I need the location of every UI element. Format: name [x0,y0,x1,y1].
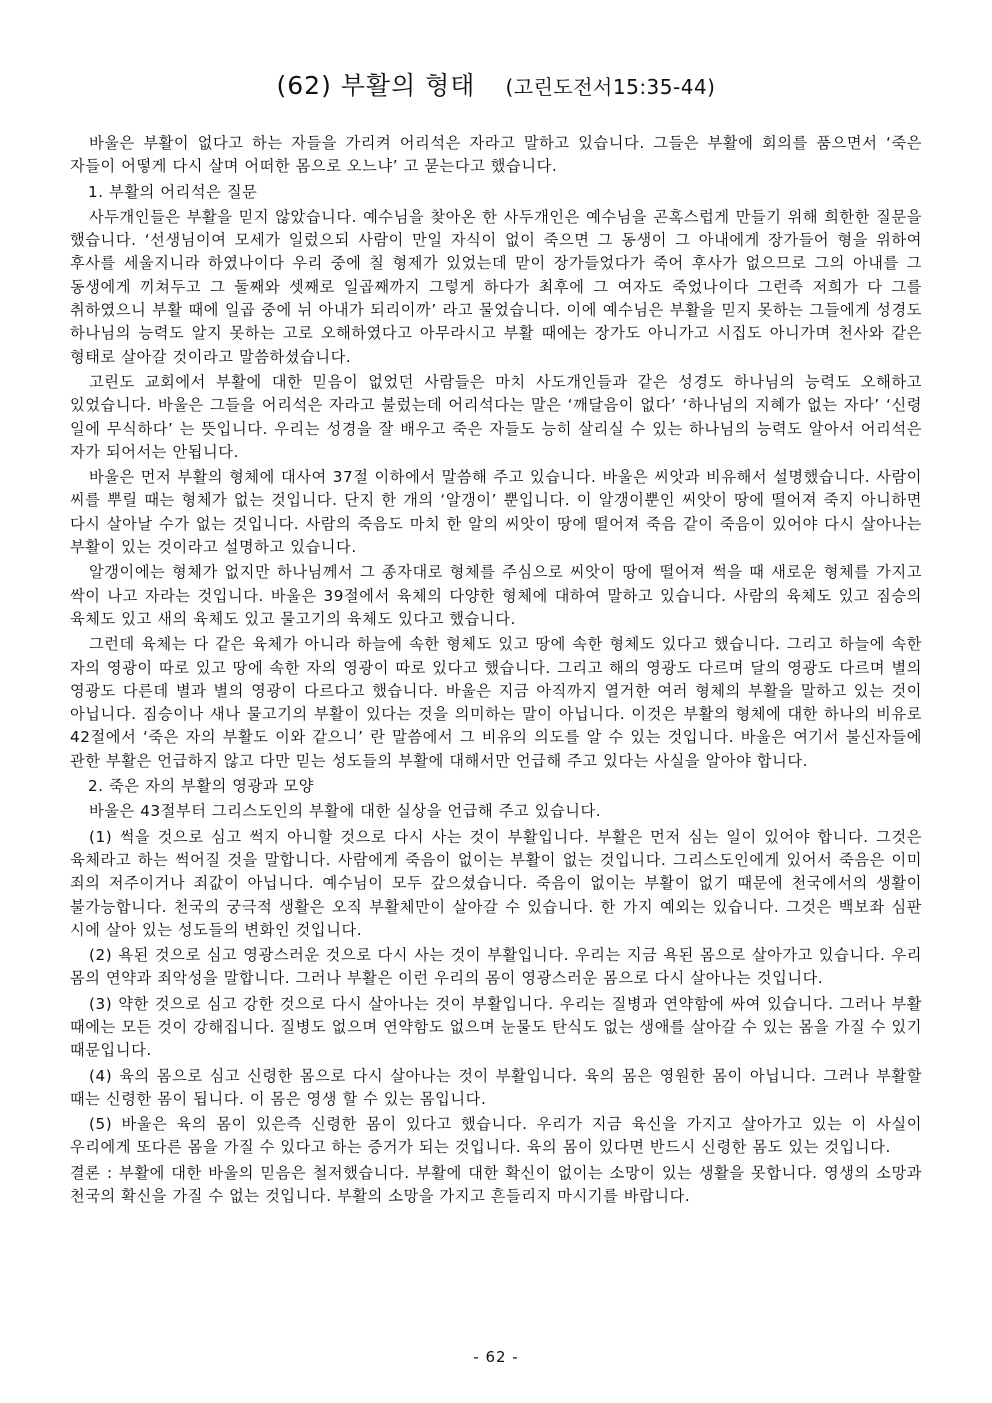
paragraph-body-forms: 알갱이에는 형체가 없지만 하나님께서 그 종자대로 형체를 주심으로 씨앗이 땅에 떨어져 썩을 때 새로운 형체를 가지고 싹이 나고 자라는 것입니다. 바울은 39절에서 육체의 다양한 형체에 대하여 말하고 있습니다. 사람의 육체도 있고 짐승의 육체도 있고 새의 육체도 있고 물고기의 육체도 있다고 했습니다. [70,563,922,628]
paragraph-corinth: 고린도 교회에서 부활에 대한 믿음이 없었던 사람들은 마치 사도개인들과 같은 성경도 하나님의 능력도 오해하고 있었습니다. 바울은 그들을 어리석은 자라고 불렀는데 어리석다는 말은 ‘깨달음이 없다’ ‘하나님의 지혜가 없는 자다’ ‘신령 일에 무식하다’ 는 뜻입니다. 우리는 성경을 잘 배우고 죽은 자들도 능히 살리실 수 있는 하나님의 능력도 알아서 어리석은 자가 되어서는 안됩니다. [70,372,922,461]
paragraph-verse-43: 바울은 43절부터 그리스도인의 부활에 대한 실상을 언급해 주고 있습니다. [89,802,602,821]
section-heading-1: 1. 부활의 어리석은 질문 [88,182,258,201]
list-item-4: (4) 육의 몸으로 심고 신령한 몸으로 다시 살아나는 것이 부활입니다. 육의 몸은 영원한 몸이 아닙니다. 그러나 부활할 때는 신령한 몸이 됩니다. 이 몸은 영생 할 수 있는 몸입니다. [70,1066,922,1108]
page-title [0,66,992,109]
document-body [70,132,922,1210]
list-item-1: (1) 썩을 것으로 심고 썩지 아니할 것으로 다시 사는 것이 부활입니다. 부활은 먼저 심는 일이 있어야 합니다. 그것은 육체라고 하는 썩어질 것을 말합니다. 사람에게 죽음이 없이는 부활이 없는 것입니다. 그리스도인에게 있어서 죽음은 이미 죄의 저주이거나 죄값이 아닙니다. 예수님이 모두 갚으셨습니다. 죽음이 없이는 부활이 없기 때문에 천국에서의 생활이 불가능합니다. 천국의 궁극적 생활은 오직 부활체만이 살아갈 수 있습니다. 한 가지 예외는 있습니다. 그것은 백보좌 심판 시에 살아 있는 성도들의 변화인 것입니다. [70,827,922,939]
paragraph-seed: 바울은 먼저 부활의 형체에 대사여 37절 이하에서 말씀해 주고 있습니다. 바울은 씨앗과 비유해서 설명했습니다. 사람이 씨를 뿌릴 때는 형체가 없는 것입니다. 단지 한 개의 ‘알갱이’ 뿐입니다. 이 알갱이뿐인 씨앗이 땅에 떨어져 죽지 아니하면 다시 살아날 수가 없는 것입니다. 사람의 죽음도 마치 한 알의 씨앗이 땅에 떨어져 죽음 같이 죽음이 있어야 다시 살아나는 부활이 있는 것이라고 설명하고 있습니다. [70,468,922,557]
paragraph-sadducees: 사두개인들은 부활을 믿지 않았습니다. 예수님을 찾아온 한 사두개인은 예수님을 곤혹스럽게 만들기 위해 희한한 질문을 했습니다. ‘선생님이여 모세가 일렀으되 사람이 만일 자식이 없이 죽으면 그 동생이 그 아내에게 장가들어 형을 위하여 후사를 세울지니라 하였나이다 우리 중에 칠 형제가 있었는데 맏이 장가들었다가 죽어 후사가 없으므로 그의 아내를 그 동생에게 끼쳐두고 그 둘째와 셋째로 일곱째까지 그렇게 하다가 최후에 그 여자도 죽었나이다 그런즉 저희가 다 그를 취하였으니 부활 때에 일곱 중에 뉘 아내가 되리이까’ 라고 물었습니다. 이에 예수님은 부활을 믿지 못하는 그들에게 성경도 하나님의 능력도 알지 못하는 고로 오해하였다고 아무라시고 부활 때에는 장가도 아니가고 시집도 아니가며 천사와 같은 형태로 살아갈 것이라고 말씀하셨습니다. [70,207,922,366]
page-number: - 62 - [473,1348,519,1366]
list-item-2: (2) 욕된 것으로 심고 영광스러운 것으로 다시 사는 것이 부활입니다. 우리는 지금 욕된 몸으로 살아가고 있습니다. 우리 몸의 연약과 죄악성을 말합니다. 그러나 부활은 이런 우리의 몸이 영광스러운 몸으로 다시 살아나는 것입니다. [70,946,922,988]
list-item-5: (5) 바울은 육의 몸이 있은즉 신령한 몸이 있다고 했습니다. 우리가 지금 육신을 가지고 살아가고 있는 이 사실이 우리에게 또다른 몸을 가질 수 있다고 하는 증거가 되는 것입니다. 육의 몸이 있다면 반드시 신령한 몸도 있는 것입니다. [70,1115,922,1157]
paragraph-intro: 바울은 부활이 없다고 하는 자들을 가리켜 어리석은 자라고 말하고 있습니다. 그들은 부활에 회의를 품으면서 ‘죽은 자들이 어떻게 다시 살며 어떠한 몸으로 오느냐’ 고 묻는다고 했습니다. [70,134,922,176]
paragraph-conclusion: 결론 : 부활에 대한 바울의 믿음은 철저했습니다. 부활에 대한 확신이 없이는 소망이 있는 생활을 못합니다. 영생의 소망과 천국의 확신을 가질 수 없는 것입니다. 부활의 소망을 가지고 흔들리지 마시기를 바랍니다. [70,1163,922,1206]
section-heading-2: 2. 죽은 자의 부활의 영광과 모양 [88,777,315,796]
title-main: (62) 부활의 형태 [276,71,476,100]
list-item-3: (3) 약한 것으로 심고 강한 것으로 다시 살아나는 것이 부활입니다. 우리는 질병과 연약함에 싸여 있습니다. 그러나 부활 때에는 모든 것이 강해집니다. 질병도 없으며 연약함도 없으며 눈물도 탄식도 없는 생애를 살아갈 수 있는 몸을 가질 수 있기 때문입니다. [70,994,922,1060]
title-scripture-reference: (고린도전서15:35-44) [505,75,716,99]
paragraph-glory: 그런데 육체는 다 같은 육체가 아니라 하늘에 속한 형체도 있고 땅에 속한 형체도 있다고 했습니다. 그리고 하늘에 속한 자의 영광이 따로 있고 땅에 속한 자의 영광이 따로 있다고 했습니다. 그리고 해의 영광도 다르며 달의 영광도 다르며 별의 영광도 다른데 별과 별의 영광이 다르다고 했습니다. 바울은 지금 아직까지 열거한 여러 형체의 부활을 말하고 있는 것이 아닙니다. 짐승이나 새나 물고기의 부활이 있다는 것을 의미하는 말이 아닙니다. 이것은 부활의 형체에 대한 하나의 비유로 42절에서 ‘죽은 자의 부활도 이와 같으니’ 란 말씀에서 그 비유의 의도를 알 수 있는 것입니다. 바울은 여기서 불신자들에 관한 부활은 언급하지 않고 다만 믿는 성도들의 부활에 대해서만 언급해 주고 있다는 사실을 알아야 합니다. [70,635,922,770]
